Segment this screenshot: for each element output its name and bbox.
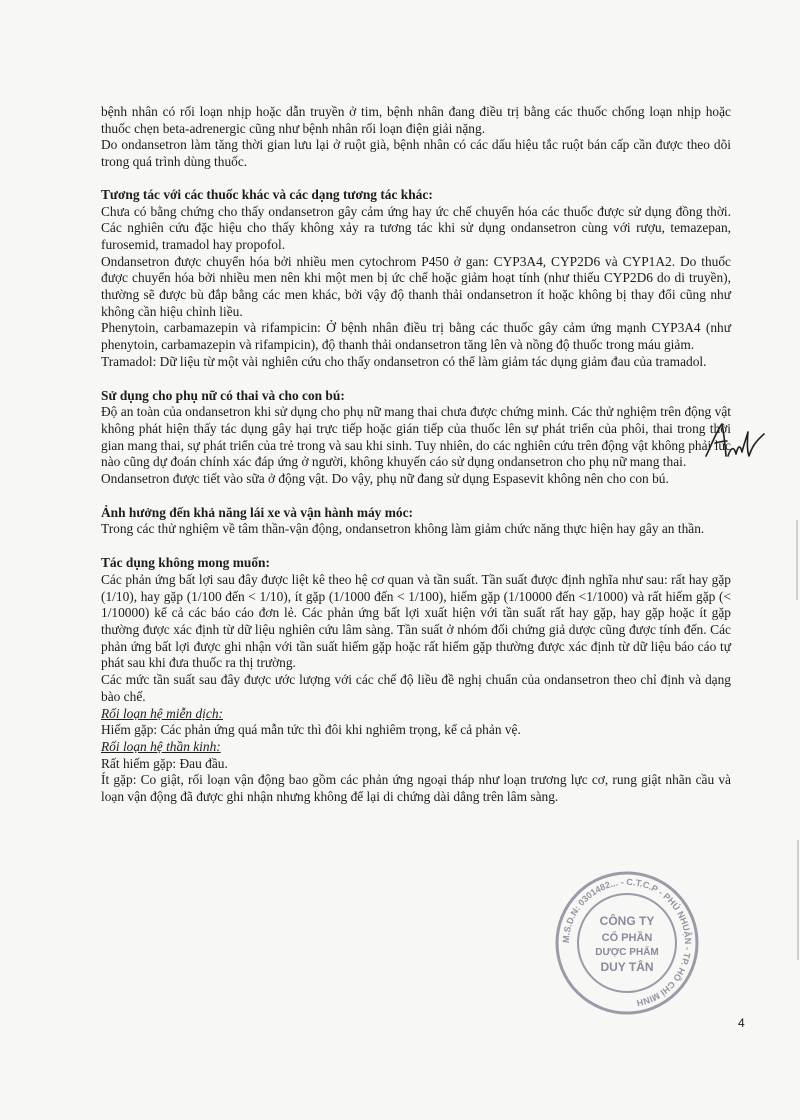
- scan-edge-mark: [796, 520, 798, 600]
- nervous-subheading: Rối loạn hệ thần kinh:: [101, 738, 221, 754]
- stamp-center-line: CÔNG TY: [599, 914, 655, 928]
- nervous-text: Ít gặp: Co giật, rối loạn vận động bao gồm các phản ứng ngoại tháp như loạn trương lực cơ, rung giật nhãn cầu và loạn vận động đã được ghi nhận nhưng không để lại di chứng dài dẳng trên lâm sàng.: [101, 772, 731, 805]
- scan-edge-mark: [797, 840, 799, 960]
- stamp-ring-text: M.S.D.N: 0301482... - C.T.C.P - PHÚ NHUẬN - TP. HỒ CHÍ MINH: [560, 876, 694, 1009]
- company-stamp: [552, 868, 702, 1018]
- interactions-paragraph: Chưa có bằng chứng cho thấy ondansetron gây cảm ứng hay ức chế chuyển hóa các thuốc được sử dụng đồng thời. Các nghiên cứu đặc hiệu cho thấy không xảy ra tương tác khi sử dụng ondansetron cùng với rượu, temazepan, furosemid, tramadol hay propofol.: [101, 203, 731, 252]
- immune-text: Hiếm gặp: Các phản ứng quá mẫn tức thì đôi khi nghiêm trọng, kể cả phản vệ.: [101, 722, 521, 738]
- interactions-paragraph: Phenytoin, carbamazepin và rifampicin: Ở bệnh nhân điều trị bằng các thuốc gây cảm ứng mạnh CYP3A4 (như phenytoin, carbamazepin và rifampicin), độ thanh thải ondansetron tăng lên và nồng độ thuốc trong máu giảm.: [101, 320, 731, 353]
- stamp-center-line: DƯỢC PHẨM: [595, 947, 659, 958]
- driving-heading: Ảnh hưởng đến khả năng lái xe và vận hành máy móc:: [101, 504, 413, 520]
- adverse-heading: Tác dụng không mong muốn:: [101, 555, 270, 571]
- page-number: 4: [738, 1016, 745, 1030]
- paragraph-cardiac-risk: bệnh nhân có rối loạn nhịp hoặc dẫn truyền ở tim, bệnh nhân đang điều trị bằng các thuốc chống loạn nhịp hoặc thuốc chẹn beta-adrenergic cũng như bệnh nhân rối loạn điện giải nặng.: [101, 104, 731, 136]
- interactions-heading: Tương tác với các thuốc khác và các dạng tương tác khác:: [101, 186, 433, 202]
- adverse-paragraph: Các phản ứng bất lợi sau đây được liệt kê theo hệ cơ quan và tần suất. Tần suất được định nghĩa như sau: rất hay gặp (1/10), hay gặp (1/100 đến < 1/10), ít gặp (1/1000 đến < 1/100), hiếm gặp (1/10000 đến <1/1000) và rất hiếm gặp (< 1/10000) kể cả các báo cáo đơn lẻ. Các phản ứng bất lợi xuất hiện với tần suất rất hay gặp, hay gặp hoặc ít gặp thường được xác định từ dữ liệu nghiên cứu lâm sàng. Tần suất ở nhóm đối chứng giả dược cũng được tính đến. Các phản ứng bất lợi được ghi nhận với tần suất hiếm gặp hoặc rất hiếm gặp thường được xác định từ dữ liệu báo cáo tự phát sau khi đưa thuốc ra thị trường.: [101, 571, 731, 671]
- driving-paragraph: Trong các thử nghiệm về tâm thần-vận động, ondansetron không làm giảm chức năng thực hiện hay gây an thần.: [101, 521, 705, 537]
- immune-subheading: Rối loạn hệ miễn dịch:: [101, 705, 223, 721]
- svg-text:M.S.D.N: 0301482... - C.T.C.P: [561, 877, 694, 1008]
- nervous-text: Rất hiếm gặp: Đau đầu.: [101, 755, 228, 771]
- interactions-paragraph: Tramadol: Dữ liệu từ một vài nghiên cứu cho thấy ondansetron có thể làm giảm tác dụng giảm đau của tramadol.: [101, 353, 707, 369]
- interactions-paragraph: Ondansetron được chuyển hóa bởi nhiều men cytochrom P450 ở gan: CYP3A4, CYP2D6 và CYP1A2. Do thuốc được chuyển hóa bởi nhiều men nên khi một men bị ức chế hoặc giảm hoạt tính (như thiếu CYP2D6 do di truyền), thường sẽ được bù đắp bằng các men khác, bởi vậy độ thanh thải ondansetron ít hoặc không bị thay đổi cũng như không cần hiệu chỉnh liều.: [101, 253, 731, 319]
- stamp-center-line: CỔ PHẦN: [601, 932, 653, 944]
- pregnancy-paragraph: Ondansetron được tiết vào sữa ở động vật. Do vậy, phụ nữ đang sử dụng Espasevit không nên cho con bú.: [101, 471, 669, 487]
- pregnancy-heading: Sử dụng cho phụ nữ có thai và cho con bú:: [101, 387, 345, 403]
- page-content: [101, 104, 731, 806]
- paragraph-bowel-obstruction: Do ondansetron làm tăng thời gian lưu lại ở ruột già, bệnh nhân có các dấu hiệu tắc ruột bán cấp cần được theo dõi trong quá trình dùng thuốc.: [101, 137, 731, 170]
- adverse-paragraph: Các mức tần suất sau đây được ước lượng với các chế độ liều đề nghị chuẩn của ondansetron theo chỉ định và dạng bào chế.: [101, 672, 731, 704]
- stamp-center-line: DUY TÂN: [600, 960, 654, 974]
- signature-mark: [700, 416, 770, 466]
- pregnancy-paragraph: Độ an toàn của ondansetron khi sử dụng cho phụ nữ mang thai chưa được chứng minh. Các thử nghiệm trên động vật không phát hiện thấy tác dụng gây hại trực tiếp hoặc gián tiếp của thuốc lên sự phát triển của phôi, thai trong thời gian mang thai, sự phát triển của trẻ trong và sau khi sinh. Tuy nhiên, do các nghiên cứu trên động vật không phải lúc nào cũng dự đoán chính xác đáp ứng ở người, không khuyến cáo sử dụng ondansetron cho phụ nữ mang thai.: [101, 404, 731, 470]
